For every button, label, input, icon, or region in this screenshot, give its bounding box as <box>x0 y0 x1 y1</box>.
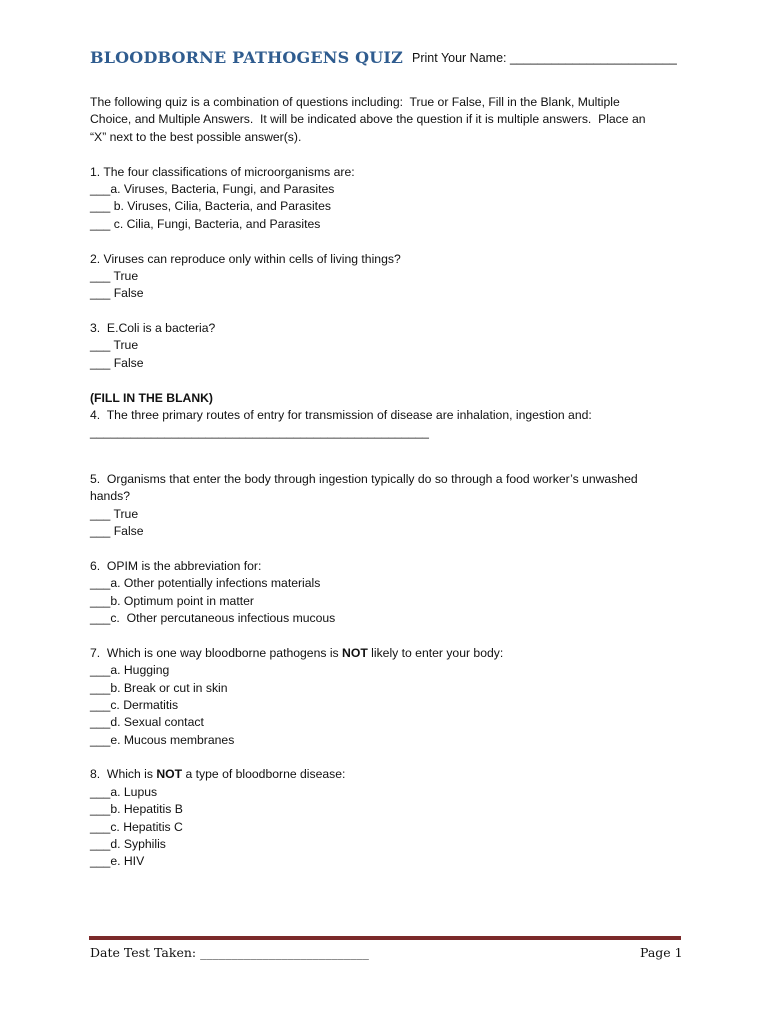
q8-option-a[interactable]: ___a. Lupus <box>90 784 158 799</box>
q7-option-d[interactable]: ___d. Sexual contact <box>90 715 204 730</box>
q6-option-c[interactable]: ___c. Other percutaneous infectious mucous <box>90 610 336 625</box>
q4-answer-blank[interactable]: __________________________________________________ <box>90 425 429 440</box>
q8-option-c[interactable]: ___c. Hepatitis C <box>90 819 183 834</box>
q6-option-b[interactable]: ___b. Optimum point in matter <box>90 593 254 608</box>
footer-divider <box>89 936 681 940</box>
q8-option-e[interactable]: ___e. HIV <box>90 854 145 869</box>
fill-in-blank-tag: (FILL IN THE BLANK) <box>90 390 213 405</box>
question-2: 2. Viruses can reproduce only within cells of living things? <box>90 251 401 266</box>
q3-option-true[interactable]: ___ True <box>90 338 139 353</box>
q2-option-true[interactable]: ___ True <box>90 268 139 283</box>
q5-option-false[interactable]: ___ False <box>90 523 144 538</box>
quiz-body <box>90 94 690 871</box>
print-name-field[interactable]: Print Your Name: ________________________ <box>412 51 677 65</box>
question-6: 6. OPIM is the abbreviation for: <box>90 558 262 573</box>
question-1: 1. The four classifications of microorganisms are: <box>90 164 355 179</box>
intro-line: “X” next to the best possible answer(s). <box>90 129 302 144</box>
q1-option-a[interactable]: ___a. Viruses, Bacteria, Fungi, and Parasites <box>90 181 335 196</box>
question-7: 7. Which is one way bloodborne pathogens is NOT likely to enter your body: <box>90 645 504 660</box>
date-test-taken-field[interactable]: Date Test Taken: ___________________________ <box>90 945 369 960</box>
question-3: 3. E.Coli is a bacteria? <box>90 321 216 336</box>
q8-option-b[interactable]: ___b. Hepatitis B <box>90 802 183 817</box>
intro-line: The following quiz is a combination of questions including: True or False, Fill in the Blank, Multiple <box>90 95 620 109</box>
question-4: 4. The three primary routes of entry for transmission of disease are inhalation, ingestion and: <box>90 408 592 423</box>
q7-option-c[interactable]: ___c. Dermatitis <box>90 697 179 712</box>
q6-option-a[interactable]: ___a. Other potentially infections materials <box>90 576 321 591</box>
page-title: BLOODBORNE PATHOGENS QUIZ <box>90 48 403 67</box>
question-5-cont: hands? <box>90 489 130 504</box>
q7-option-b[interactable]: ___b. Break or cut in skin <box>90 680 228 695</box>
q1-option-b[interactable]: ___ b. Viruses, Cilia, Bacteria, and Parasites <box>90 199 331 214</box>
q7-option-e[interactable]: ___e. Mucous membranes <box>90 732 235 747</box>
q1-option-c[interactable]: ___ c. Cilia, Fungi, Bacteria, and Parasites <box>90 216 321 231</box>
q3-option-false[interactable]: ___ False <box>90 355 144 370</box>
question-5: 5. Organisms that enter the body through ingestion typically do so through a food worker’s unwashed <box>90 471 638 486</box>
page-number: Page 1 <box>640 945 683 960</box>
question-8: 8. Which is NOT a type of bloodborne disease: <box>90 767 346 782</box>
q2-option-false[interactable]: ___ False <box>90 286 144 301</box>
q7-option-a[interactable]: ___a. Hugging <box>90 663 170 678</box>
intro-line: Choice, and Multiple Answers. It will be indicated above the question if it is multiple answers. Place an <box>90 112 646 127</box>
q5-option-true[interactable]: ___ True <box>90 506 139 521</box>
q8-option-d[interactable]: ___d. Syphilis <box>90 837 166 852</box>
